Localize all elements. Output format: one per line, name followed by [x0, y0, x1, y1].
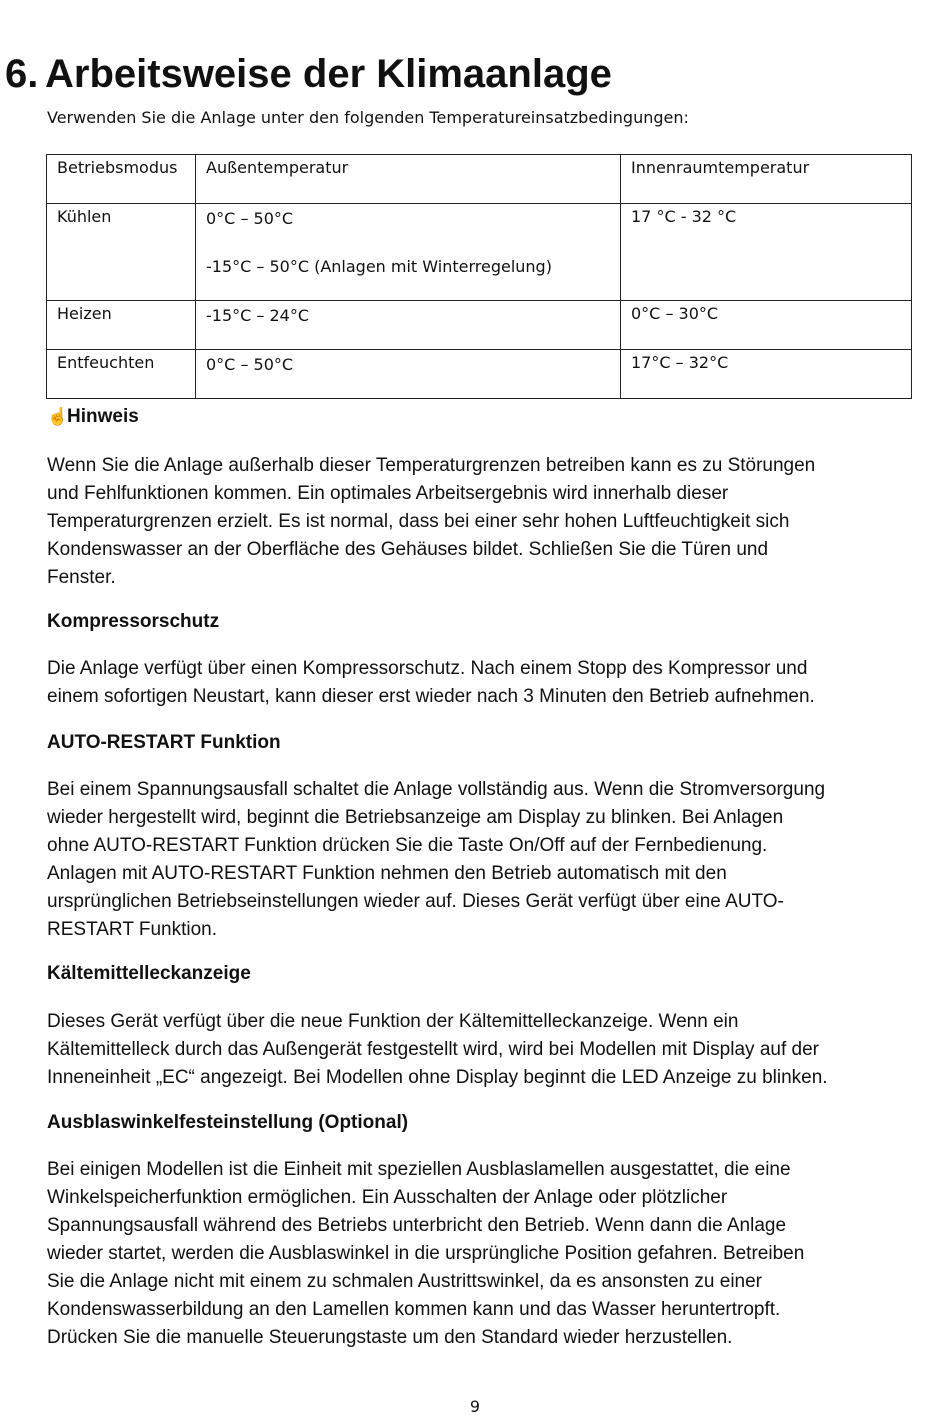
- text-line: RESTART Funktion.: [47, 919, 218, 940]
- table-row: [47, 350, 912, 399]
- text-line: Wenn Sie die Anlage außerhalb dieser Temperaturgrenzen betreiben kann es zu Störungen: [47, 455, 816, 476]
- intro-text: Verwenden Sie die Anlage unter den folgenden Temperatureinsatzbedingungen:: [47, 108, 689, 127]
- text-line: ohne AUTO-RESTART Funktion drücken Sie die Taste On/Off auf der Fernbedienung.: [47, 835, 768, 856]
- text-line: Kältemittelleck durch das Außengerät festgestellt wird, wird bei Modellen mit Display auf der: [47, 1039, 819, 1060]
- hint-title: Hinweis: [67, 406, 139, 427]
- section-paragraph: [47, 655, 927, 711]
- text-line: Winkelspeicherfunktion ermöglichen. Ein Ausschalten der Anlage oder plötzlicher: [47, 1187, 728, 1208]
- outdoor-range: -15°C – 50°C (Anlagen mit Winterregelung): [206, 257, 552, 276]
- text-line: Bei einigen Modellen ist die Einheit mit speziellen Ausblaslamellen ausgestattet, die eine: [47, 1159, 791, 1180]
- header-cell: Betriebsmodus: [47, 155, 196, 204]
- temperature-table: [46, 154, 912, 399]
- mode-cell: Heizen: [47, 301, 196, 350]
- outdoor-cell: [196, 204, 621, 301]
- indoor-cell: 17 °C - 32 °C: [621, 204, 912, 301]
- header-cell: Außentemperatur: [196, 155, 621, 204]
- outdoor-cell: [196, 350, 621, 399]
- text-line: Temperaturgrenzen erzielt. Es ist normal, dass bei einer sehr hohen Luftfeuchtigkeit sich: [47, 511, 790, 532]
- text-line: Drücken Sie die manuelle Steuerungstaste um den Standard wieder herzustellen.: [47, 1327, 733, 1348]
- text-line: Sie die Anlage nicht mit einem zu schmalen Austrittswinkel, da es ansonsten zu einer: [47, 1271, 762, 1292]
- section-paragraph: [47, 1008, 927, 1092]
- text-line: ursprünglichen Betriebseinstellungen wieder auf. Dieses Gerät verfügt über eine AUTO-: [47, 891, 784, 912]
- text-line: Kondenswasser an der Oberfläche des Gehäuses bildet. Schließen Sie die Türen und: [47, 539, 769, 560]
- section-title: Ausblaswinkelfesteinstellung (Optional): [47, 1112, 409, 1133]
- table-row: [47, 301, 912, 350]
- mode-cell: Kühlen: [47, 204, 196, 301]
- section-title: Kältemittelleckanzeige: [47, 963, 251, 984]
- indoor-cell: 0°C – 30°C: [621, 301, 912, 350]
- section-title: AUTO-RESTART Funktion: [47, 732, 281, 753]
- text-line: Kondenswasserbildung an den Lamellen kommen kann und das Wasser heruntertropft.: [47, 1299, 781, 1320]
- page-number: 9: [469, 1397, 481, 1416]
- mode-cell: Entfeuchten: [47, 350, 196, 399]
- table-row: [47, 204, 912, 301]
- outdoor-range: -15°C – 24°C: [206, 306, 310, 325]
- section-paragraph: [47, 776, 927, 944]
- text-line: Fenster.: [47, 567, 116, 588]
- outdoor-cell: [196, 301, 621, 350]
- hint-heading: [47, 405, 139, 429]
- text-line: einem sofortigen Neustart, kann dieser erst wieder nach 3 Minuten den Betrieb aufnehmen.: [47, 686, 815, 707]
- text-line: Die Anlage verfügt über einen Kompressorschutz. Nach einem Stopp des Kompressor und: [47, 658, 808, 679]
- text-line: und Fehlfunktionen kommen. Ein optimales Arbeitsergebnis wird innerhalb dieser: [47, 483, 729, 504]
- text-line: Spannungsausfall während des Betriebs unterbricht den Betrieb. Wenn dann die Anlage: [47, 1215, 787, 1236]
- page-heading: [5, 50, 612, 98]
- text-line: Anlagen mit AUTO-RESTART Funktion nehmen den Betrieb automatisch mit den: [47, 863, 727, 884]
- text-line: wieder startet, werden die Ausblaswinkel in die ursprüngliche Position gefahren. Betreiben: [47, 1243, 805, 1264]
- text-line: Dieses Gerät verfügt über die neue Funktion der Kältemittelleckanzeige. Wenn ein: [47, 1011, 739, 1032]
- text-line: Inneneinheit „EC“ angezeigt. Bei Modellen ohne Display beginnt die LED Anzeige zu blinken.: [47, 1067, 828, 1088]
- heading-number: 6.: [5, 52, 39, 96]
- outdoor-range: 0°C – 50°C: [206, 209, 294, 228]
- indoor-cell: 17°C – 32°C: [621, 350, 912, 399]
- text-line: Bei einem Spannungsausfall schaltet die Anlage vollständig aus. Wenn die Stromversorgung: [47, 779, 826, 800]
- outdoor-range: 0°C – 50°C: [206, 355, 294, 374]
- pointing-hand-icon: ☝: [47, 407, 69, 426]
- hint-paragraph: [47, 452, 927, 592]
- header-cell: Innenraumtemperatur: [621, 155, 912, 204]
- heading-title: Arbeitsweise der Klimaanlage: [45, 52, 612, 96]
- section-title: Kompressorschutz: [47, 611, 220, 632]
- section-paragraph: [47, 1156, 927, 1352]
- table-header-row: [47, 155, 912, 204]
- text-line: wieder hergestellt wird, beginnt die Betriebsanzeige am Display zu blinken. Bei Anlagen: [47, 807, 784, 828]
